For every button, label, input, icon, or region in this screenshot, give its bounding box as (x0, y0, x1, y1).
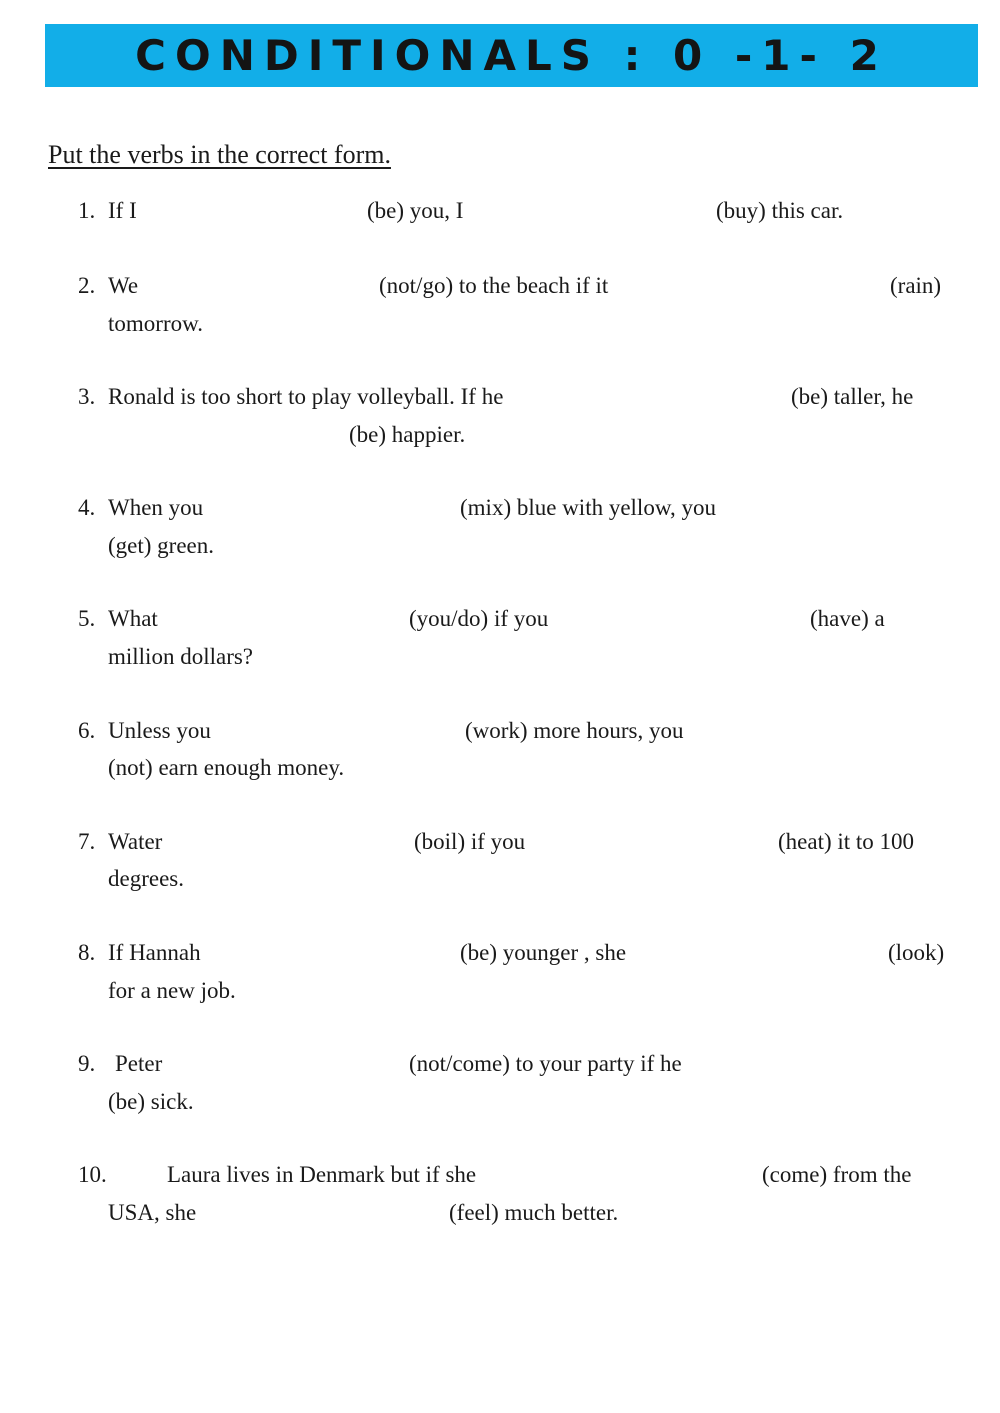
item-text-segment: What (108, 606, 158, 631)
item-text-segment: (heat) it to 100 (778, 829, 915, 854)
item-number: 9. (78, 1051, 96, 1076)
item-number: 6. (78, 718, 96, 743)
page-title: CONDITIONALS : 0 -1- 2 (135, 31, 888, 80)
item-text-segment: Unless you (108, 718, 211, 743)
item-text-segment: (not/go) to the beach if it (379, 273, 609, 298)
item-text-segment: Peter (115, 1051, 163, 1076)
item-number: 5. (78, 606, 96, 631)
item-text-segment: (be) younger , she (460, 940, 627, 965)
item-text-segment: (boil) if you (414, 829, 526, 854)
item-number: 1. (78, 198, 96, 223)
item-text-segment: tomorrow. (108, 311, 203, 336)
item-text-segment: If I (108, 198, 137, 223)
item-number: 3. (78, 384, 96, 409)
item-text-segment: (mix) blue with yellow, you (460, 495, 716, 520)
item-text-segment: Water (108, 829, 163, 854)
item-text-segment: (rain) (890, 273, 942, 298)
item-text-segment: When you (108, 495, 204, 520)
item-text-segment: Laura lives in Denmark but if she (167, 1162, 477, 1187)
item-text-segment: (be) happier. (349, 422, 466, 447)
instructions: Put the verbs in the correct form. (48, 140, 391, 169)
item-text-segment: (be) taller, he (791, 384, 914, 409)
item-text-segment: million dollars? (108, 644, 254, 669)
item-text-segment: for a new job. (108, 978, 236, 1003)
item-text-segment: (be) you, I (367, 198, 464, 223)
item-number: 8. (78, 940, 96, 965)
item-number: 2. (78, 273, 96, 298)
item-text-segment: USA, she (108, 1200, 197, 1225)
item-text-segment: (not) earn enough money. (108, 755, 345, 780)
item-number: 7. (78, 829, 96, 854)
item-text-segment: Ronald is too short to play volleyball. If he (108, 384, 504, 409)
item-text-segment: degrees. (108, 866, 184, 891)
title-banner (45, 24, 978, 87)
item-text-segment: (feel) much better. (449, 1200, 619, 1225)
item-text-segment: (buy) this car. (716, 198, 844, 223)
item-number: 10. (78, 1162, 107, 1187)
item-text-segment: (be) sick. (108, 1089, 194, 1114)
item-text-segment: (you/do) if you (409, 606, 549, 631)
item-text-segment: (get) green. (108, 533, 214, 558)
item-number: 4. (78, 495, 96, 520)
item-text-segment: We (108, 273, 139, 298)
item-text-segment: If Hannah (108, 940, 201, 965)
item-text-segment: (not/come) to your party if he (409, 1051, 682, 1076)
item-text-segment: (work) more hours, you (465, 718, 684, 743)
item-text-segment: (look) (888, 940, 945, 965)
item-text-segment: (come) from the (762, 1162, 912, 1187)
item-text-segment: (have) a (810, 606, 885, 631)
